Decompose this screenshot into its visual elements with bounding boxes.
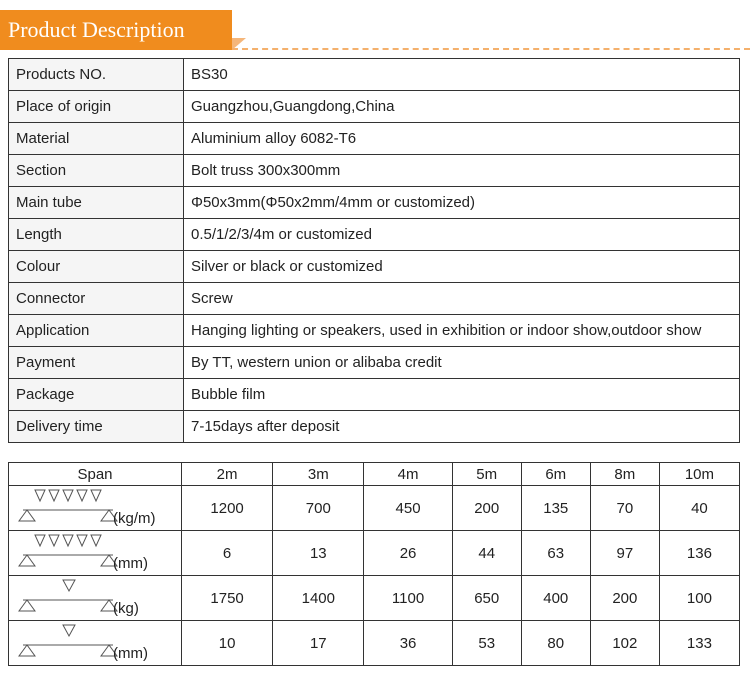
load-value: 36: [364, 621, 452, 666]
spec-value: Aluminium alloy 6082-T6: [184, 123, 740, 155]
spec-label: Package: [9, 379, 184, 411]
span-header: 10m: [659, 463, 739, 486]
spec-row: [9, 155, 740, 187]
load-value: 44: [452, 531, 521, 576]
spec-row: [9, 59, 740, 91]
load-value: 80: [521, 621, 590, 666]
load-value: 100: [659, 576, 739, 621]
load-row: [9, 486, 740, 531]
spec-row: [9, 91, 740, 123]
span-header: Span: [9, 463, 182, 486]
span-header: 3m: [273, 463, 364, 486]
spec-row: [9, 219, 740, 251]
span-header: 4m: [364, 463, 452, 486]
spec-label: Payment: [9, 347, 184, 379]
spec-row: [9, 411, 740, 443]
load-value: 136: [659, 531, 739, 576]
load-row: [9, 621, 740, 666]
load-value: 10: [182, 621, 273, 666]
spec-value: Silver or black or customized: [184, 251, 740, 283]
spec-value: Screw: [184, 283, 740, 315]
load-row: [9, 576, 740, 621]
spec-value: Guangzhou,Guangdong,China: [184, 91, 740, 123]
load-value: 102: [590, 621, 659, 666]
load-value: 97: [590, 531, 659, 576]
load-value: 650: [452, 576, 521, 621]
load-unit: (mm): [113, 645, 148, 662]
load-value: 1100: [364, 576, 452, 621]
spec-label: Length: [9, 219, 184, 251]
spec-label: Delivery time: [9, 411, 184, 443]
spec-value: Bolt truss 300x300mm: [184, 155, 740, 187]
load-value: 400: [521, 576, 590, 621]
load-type-cell: [9, 531, 182, 576]
spec-row: [9, 187, 740, 219]
spec-label: Application: [9, 315, 184, 347]
load-unit: (kg): [113, 600, 139, 617]
load-row: [9, 531, 740, 576]
load-value: 133: [659, 621, 739, 666]
spec-row: [9, 251, 740, 283]
specification-table: [8, 58, 740, 443]
section-title: Product Description: [0, 10, 232, 50]
load-unit: (kg/m): [113, 510, 156, 527]
load-table-header: [9, 463, 740, 486]
load-value: 200: [590, 576, 659, 621]
load-value: 450: [364, 486, 452, 531]
spec-value: 0.5/1/2/3/4m or customized: [184, 219, 740, 251]
load-unit: (mm): [113, 555, 148, 572]
span-header: 6m: [521, 463, 590, 486]
load-value: 53: [452, 621, 521, 666]
spec-value: Hanging lighting or speakers, used in exhibition or indoor show,outdoor show: [184, 315, 740, 347]
spec-row: [9, 347, 740, 379]
spec-label: Material: [9, 123, 184, 155]
spec-label: Products NO.: [9, 59, 184, 91]
load-capacity-table: [8, 462, 740, 666]
header-dashed-divider: [232, 48, 750, 50]
span-header: 5m: [452, 463, 521, 486]
load-value: 13: [273, 531, 364, 576]
spec-row: [9, 315, 740, 347]
load-value: 6: [182, 531, 273, 576]
load-type-cell: [9, 621, 182, 666]
load-value: 1750: [182, 576, 273, 621]
spec-label: Main tube: [9, 187, 184, 219]
spec-label: Section: [9, 155, 184, 187]
spec-row: [9, 379, 740, 411]
load-value: 135: [521, 486, 590, 531]
spec-value: BS30: [184, 59, 740, 91]
spec-label: Place of origin: [9, 91, 184, 123]
spec-label: Colour: [9, 251, 184, 283]
load-type-cell: [9, 576, 182, 621]
load-type-cell: [9, 486, 182, 531]
spec-value: By TT, western union or alibaba credit: [184, 347, 740, 379]
spec-value: 7-15days after deposit: [184, 411, 740, 443]
spec-label: Connector: [9, 283, 184, 315]
load-value: 1200: [182, 486, 273, 531]
spec-row: [9, 123, 740, 155]
spec-row: [9, 283, 740, 315]
load-value: 200: [452, 486, 521, 531]
load-value: 40: [659, 486, 739, 531]
load-value: 17: [273, 621, 364, 666]
load-value: 700: [273, 486, 364, 531]
span-header: 8m: [590, 463, 659, 486]
load-value: 70: [590, 486, 659, 531]
load-value: 26: [364, 531, 452, 576]
center-point-load-icon: [15, 578, 165, 618]
span-header: 2m: [182, 463, 273, 486]
load-value: 1400: [273, 576, 364, 621]
spec-value: Φ50x3mm(Φ50x2mm/4mm or customized): [184, 187, 740, 219]
load-value: 63: [521, 531, 590, 576]
section-header: [0, 0, 750, 52]
spec-value: Bubble film: [184, 379, 740, 411]
